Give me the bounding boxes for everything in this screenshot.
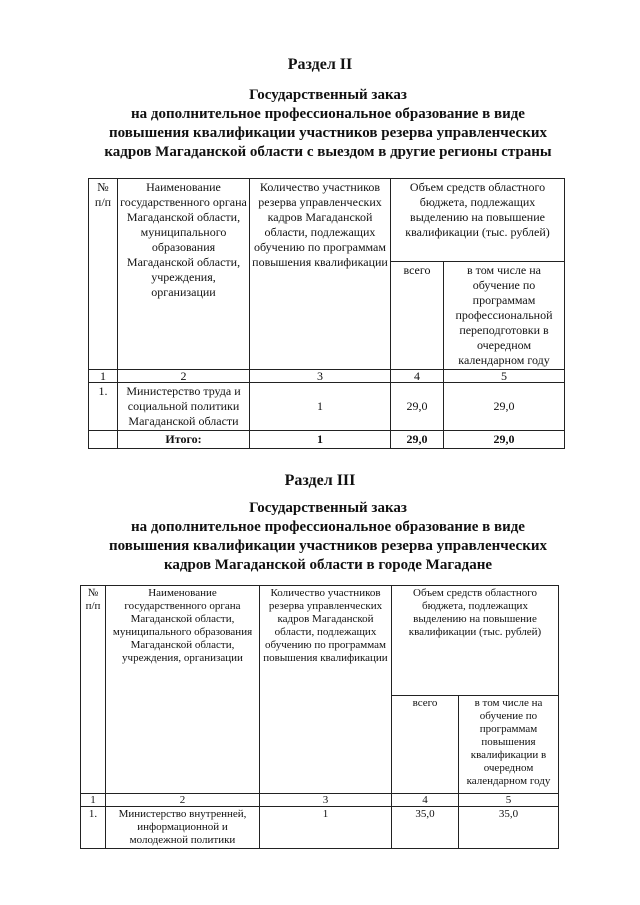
row-total: 35,0: [392, 807, 459, 849]
header-num: № п/п: [89, 179, 118, 370]
column-number: 4: [392, 794, 459, 807]
title-line: на дополнительное профессиональное образование в виде: [131, 106, 525, 122]
row-total: 29,0: [391, 383, 444, 431]
section-2-heading: Раздел II: [287, 56, 353, 73]
column-number-row: [81, 794, 559, 807]
table-row: [89, 383, 565, 431]
row-including: 29,0: [444, 383, 565, 431]
totals-num: [89, 431, 118, 449]
header-num: № п/п: [81, 586, 106, 794]
column-number: 3: [260, 794, 392, 807]
column-number: 1: [81, 794, 106, 807]
row-num: 1.: [81, 807, 106, 849]
header-total: всего: [391, 262, 444, 370]
row-including: 35,0: [459, 807, 559, 849]
row-name: Министерство внутренней, информационной и молодежной политики: [106, 807, 260, 849]
row-name: Министерство труда и социальной политики Магаданской области: [118, 383, 250, 431]
table-header-row: [81, 586, 559, 696]
header-including: в том числе на обучение по программам профессиональной переподготовки в очередном календарном году: [444, 262, 565, 370]
title-line: кадров Магаданской области с выездом в другие регионы страны: [104, 144, 552, 160]
totals-including: 29,0: [444, 431, 565, 449]
title-line: на дополнительное профессиональное образование в виде: [131, 519, 525, 535]
column-number: 5: [459, 794, 559, 807]
column-number-row: [89, 370, 565, 383]
title-line: повышения квалификации участников резерва управленческих: [108, 125, 548, 141]
section-3-heading: Раздел III: [284, 472, 356, 489]
totals-label: Итого:: [118, 431, 250, 449]
totals-row: [89, 431, 565, 449]
column-number: 4: [391, 370, 444, 383]
table-row: [81, 807, 559, 849]
totals-count: 1: [250, 431, 391, 449]
row-count: 1: [260, 807, 392, 849]
header-total: всего: [392, 696, 459, 794]
title-line: Государственный заказ: [249, 87, 407, 103]
column-number: 5: [444, 370, 565, 383]
header-budget: Объем средств областного бюджета, подлежащих выделению на повышение квалификации (тыс. рублей): [391, 179, 565, 262]
column-number: 2: [106, 794, 260, 807]
title-line: повышения квалификации участников резерва управленческих: [108, 538, 548, 554]
header-count: Количество участников резерва управленческих кадров Магаданской области, подлежащих обучению по программам повышения квалификации: [260, 586, 392, 794]
header-name: Наименование государственного органа Магаданской области, муниципального образования Магаданской области, учреждения, организации: [118, 179, 250, 370]
title-line: кадров Магаданской области в городе Магадане: [163, 557, 493, 573]
header-count: Количество участников резерва управленческих кадров Магаданской области, подлежащих обучению по программам повышения квалификации: [250, 179, 391, 370]
totals-total: 29,0: [391, 431, 444, 449]
section-3-table: [80, 585, 559, 849]
section-3-title: [100, 499, 556, 575]
title-line: Государственный заказ: [249, 500, 407, 516]
section-2-table: [88, 178, 565, 449]
section-2-title: [100, 86, 556, 162]
row-count: 1: [250, 383, 391, 431]
header-including: в том числе на обучение по программам повышения квалификации в очередном календарном году: [459, 696, 559, 794]
header-name: Наименование государственного органа Магаданской области, муниципального образования Магаданской области, учреждения, организации: [106, 586, 260, 794]
row-num: 1.: [89, 383, 118, 431]
header-budget: Объем средств областного бюджета, подлежащих выделению на повышение квалификации (тыс. рублей): [392, 586, 559, 696]
column-number: 3: [250, 370, 391, 383]
column-number: 2: [118, 370, 250, 383]
column-number: 1: [89, 370, 118, 383]
table-header-row: [89, 179, 565, 262]
